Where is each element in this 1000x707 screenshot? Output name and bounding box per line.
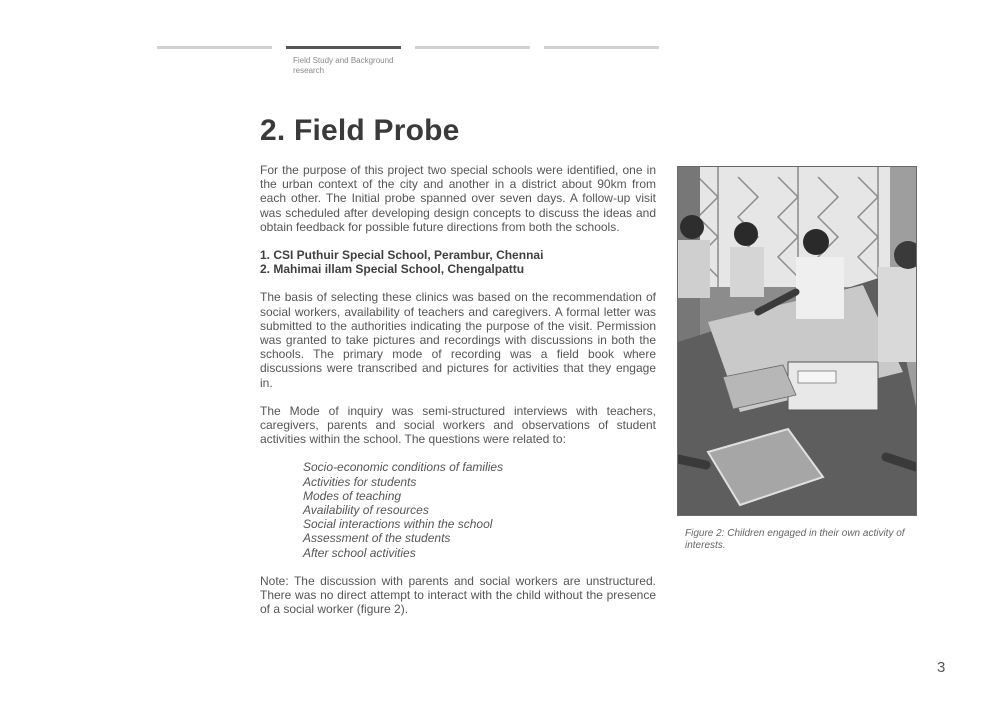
topic-item: Activities for students bbox=[303, 474, 417, 489]
note-paragraph: Note: The discussion with parents and social workers are unstructured. There was no direct attempt to interact with the child without the presence of a social worker (figure 2). bbox=[260, 573, 656, 617]
topic-item: After school activities bbox=[303, 545, 416, 560]
topic-item: Social interactions within the school bbox=[303, 517, 493, 532]
topic-item: Modes of teaching bbox=[303, 488, 402, 503]
section-progress-bar bbox=[157, 46, 659, 49]
body-text-column bbox=[260, 163, 656, 630]
current-section-label: Field Study and Background research bbox=[293, 56, 394, 75]
school-item: 2. Mahimai illam Special School, Chengalpattu bbox=[260, 262, 525, 277]
intro-paragraph: For the purpose of this project two special schools were identified, one in the urban context of the city and another in a district about 90km from each other. The Initial probe spanned over seven days. A follow-up visit was scheduled after developing design concepts to discuss the ideas and obtain feedback for possible future directions from both the schools. bbox=[260, 163, 656, 234]
school-list bbox=[260, 248, 656, 276]
topic-item: Assessment of the students bbox=[303, 531, 451, 546]
progress-segment-2-active bbox=[286, 46, 401, 49]
progress-segment-4 bbox=[544, 46, 659, 49]
inquiry-paragraph: The Mode of inquiry was semi-structured interviews with teachers, caregivers, parents and social workers and observations of student activities within the school. The questions were related to: bbox=[260, 403, 656, 447]
classroom-photo-illustration bbox=[678, 167, 916, 515]
figure-2-photo bbox=[677, 166, 917, 516]
topic-item: Availability of resources bbox=[303, 503, 429, 518]
page-title: 2. Field Probe bbox=[260, 114, 460, 147]
selection-paragraph: The basis of selecting these clinics was based on the recommendation of social workers, availability of teachers and caregivers. A formal letter was submitted to the authorities indicating the purpose of the visit. Permission was granted to take pictures and recordings with discussions in both the schools. The primary mode of recording was a field book where discussions were transcribed and pictures for activities that they engage in. bbox=[260, 290, 656, 390]
topic-item: Socio-economic conditions of families bbox=[303, 460, 504, 475]
question-topics-list bbox=[303, 460, 656, 559]
figure-caption: Figure 2: Children engaged in their own activity of interests. bbox=[685, 528, 905, 551]
page-number: 3 bbox=[937, 659, 946, 676]
school-item: 1. CSI Puthuir Special School, Perambur, Chennai bbox=[260, 248, 544, 263]
progress-segment-1 bbox=[157, 46, 272, 49]
progress-segment-3 bbox=[415, 46, 530, 49]
